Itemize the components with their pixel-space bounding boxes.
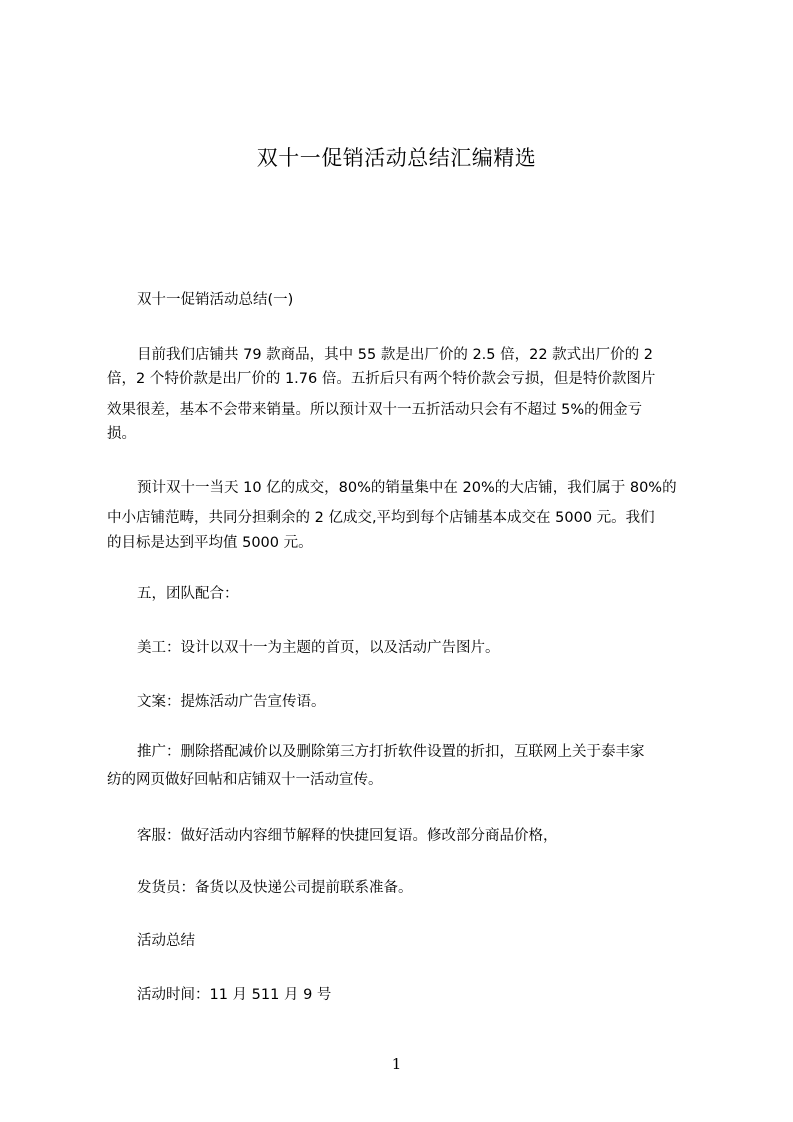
service-line: 客服：做好活动内容细节解释的快捷回复语。修改部分商品价格， <box>137 828 558 844</box>
page-number: 1 <box>391 1055 402 1073</box>
promo-line2: 纺的网页做好回帖和店铺双十一活动宣传。 <box>107 772 383 788</box>
copy-line: 文案：提炼活动广告宣传语。 <box>137 694 326 710</box>
activity-time: 活动时间：11 月 511 月 9 号 <box>137 987 332 1003</box>
promo-line1: 推广：删除搭配减价以及删除第三方打折软件设置的折扣，互联网上关于泰丰家 <box>137 744 645 760</box>
section-heading: 双十一促销活动总结(一) <box>137 292 294 308</box>
paragraph1-line2: 倍，2 个特价款是出厂价的 1.76 倍。五折后只有两个特价款会亏损，但是特价款图片 <box>107 371 656 387</box>
document-title: 双十一促销活动总结汇编精选 <box>256 146 537 170</box>
summary-heading: 活动总结 <box>137 933 195 949</box>
paragraph2-line2: 中小店铺范畴，共同分担剩余的 2 亿成交,平均到每个店铺基本成交在 5000 元。我们 <box>107 510 655 526</box>
paragraph2-line1: 预计双十一当天 10 亿的成交，80%的销量集中在 20%的大店铺，我们属于 80%的 <box>137 480 677 496</box>
paragraph1-line1: 目前我们店铺共 79 款商品，其中 55 款是出厂价的 2.5 倍，22 款式出厂价的 2 <box>137 347 654 363</box>
paragraph1-line3: 效果很差，基本不会带来销量。所以预计双十一五折活动只会有不超过 5%的佣金亏 <box>107 402 643 418</box>
paragraph2-line3: 的目标是达到平均值 5000 元。 <box>107 535 313 551</box>
team-heading: 五，团队配合： <box>137 586 239 602</box>
art-line: 美工：设计以双十一为主题的首页，以及活动广告图片。 <box>137 640 500 656</box>
shipping-line: 发货员：备货以及快递公司提前联系准备。 <box>137 880 413 896</box>
paragraph1-line4: 损。 <box>107 426 136 442</box>
